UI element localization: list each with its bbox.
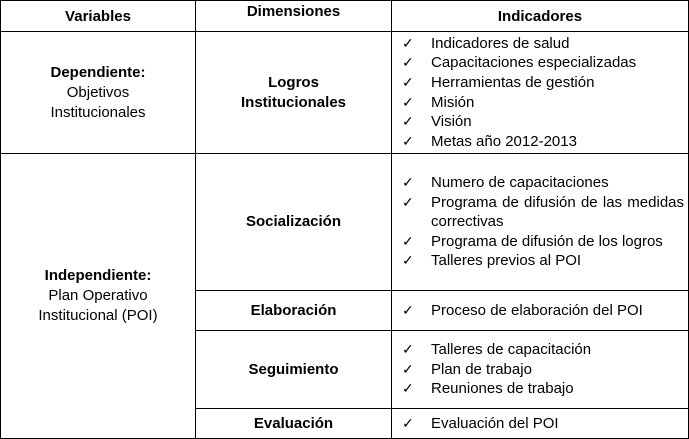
list-item <box>402 414 684 434</box>
table-row <box>1 154 689 291</box>
check-icon: ✓ <box>402 132 414 149</box>
check-icon: ✓ <box>402 232 414 249</box>
check-icon: ✓ <box>402 252 414 269</box>
indicator-text: Plan de trabajo <box>431 360 532 378</box>
indicators-cell <box>392 154 689 291</box>
header-variables: Variables <box>1 1 196 32</box>
list-item <box>402 360 684 380</box>
check-icon: ✓ <box>402 54 414 71</box>
list-item <box>402 301 684 321</box>
list-item <box>402 34 684 54</box>
check-icon: ✓ <box>402 174 414 191</box>
list-item <box>402 112 684 132</box>
indicator-text: Visión <box>431 113 472 131</box>
indicator-text: Metas año 2012-2013 <box>431 132 577 150</box>
check-icon: ✓ <box>402 380 414 397</box>
variable-title: Independiente: <box>44 267 152 284</box>
indicators-cell <box>392 32 689 154</box>
check-icon: ✓ <box>402 93 414 110</box>
indicators-list <box>402 173 684 271</box>
indicator-text: Talleres previos al POI <box>431 252 582 270</box>
variable-description-line: Institucional (POI) <box>38 307 158 324</box>
indicator-text: Indicadores de salud <box>431 34 570 52</box>
indicators-cell <box>392 331 689 409</box>
variable-independiente <box>1 154 196 439</box>
indicator-text: Reuniones de trabajo <box>431 380 574 398</box>
variable-description-line: Objetivos <box>66 83 130 101</box>
check-icon: ✓ <box>402 113 414 130</box>
check-icon: ✓ <box>402 193 414 210</box>
list-item <box>402 193 684 232</box>
indicators-cell <box>392 409 689 439</box>
variable-dependiente <box>1 32 196 154</box>
variable-description-line: Institucionales <box>50 103 146 121</box>
list-item <box>402 232 684 252</box>
header-indicadores: Indicadores <box>392 1 689 32</box>
indicator-text: Programa de difusión de las medidas correctivas <box>431 193 684 231</box>
list-item <box>402 93 684 113</box>
list-item <box>402 132 684 152</box>
indicator-text: Proceso de elaboración del POI <box>431 301 643 319</box>
list-item <box>402 379 684 399</box>
list-item <box>402 173 684 193</box>
indicator-text: Capacitaciones especializadas <box>431 54 637 72</box>
list-item <box>402 340 684 360</box>
header-row <box>1 1 689 32</box>
variable-description-line: Plan Operativo <box>48 287 148 304</box>
check-icon: ✓ <box>402 341 414 358</box>
indicators-list <box>402 34 684 152</box>
indicator-text: Herramientas de gestión <box>431 73 595 91</box>
header-dimensiones: Dimensiones <box>196 1 392 32</box>
check-icon: ✓ <box>402 301 414 318</box>
indicators-list <box>402 340 684 399</box>
list-item <box>402 73 684 93</box>
check-icon: ✓ <box>402 73 414 90</box>
dimension-logros-institucionales <box>196 32 392 154</box>
dimension-label-line: Logros <box>268 73 319 91</box>
indicator-text: Programa de difusión de los logros <box>431 232 663 250</box>
variable-title: Dependiente: <box>50 63 146 81</box>
table-row <box>1 32 689 154</box>
dimension-elaboracion: Elaboración <box>196 291 392 331</box>
indicator-text: Evaluación del POI <box>431 414 559 432</box>
dimension-evaluacion: Evaluación <box>196 409 392 439</box>
dimension-socializacion: Socialización <box>196 154 392 291</box>
indicators-list <box>402 301 684 321</box>
check-icon: ✓ <box>402 360 414 377</box>
check-icon: ✓ <box>402 414 414 431</box>
indicator-text: Misión <box>431 93 475 111</box>
indicators-cell <box>392 291 689 331</box>
indicators-list <box>402 414 684 434</box>
dimension-label-line: Institucionales <box>240 93 347 111</box>
list-item <box>402 251 684 271</box>
dimension-seguimiento: Seguimiento <box>196 331 392 409</box>
indicator-text: Numero de capacitaciones <box>431 174 609 192</box>
check-icon: ✓ <box>402 34 414 51</box>
indicator-text: Talleres de capacitación <box>431 341 592 359</box>
list-item <box>402 53 684 73</box>
